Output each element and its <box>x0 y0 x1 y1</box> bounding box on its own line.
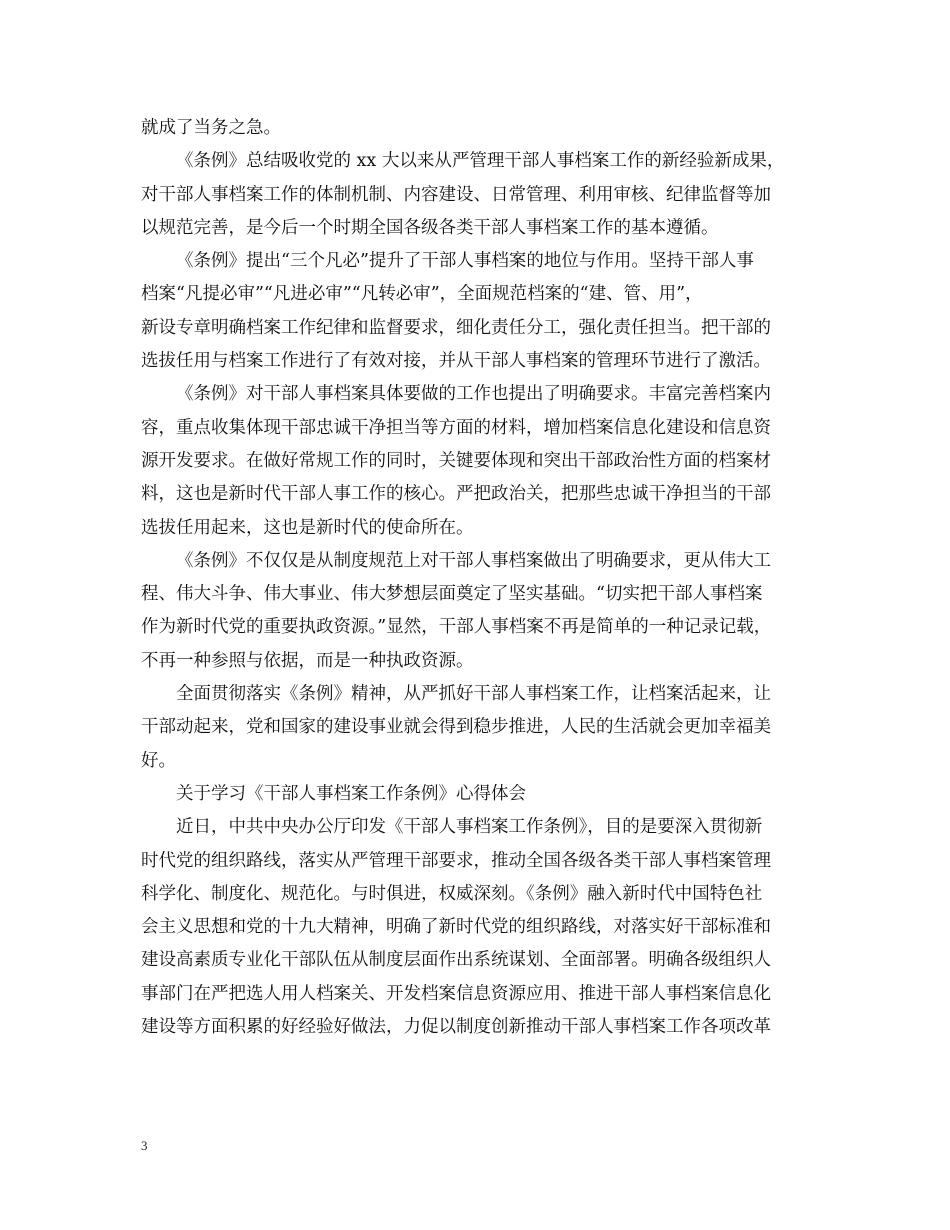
text-line: 建设等方面积累的好经验好做法，力促以制度创新推动干部人事档案工作各项改革 <box>141 1017 771 1038</box>
text-line: 好。 <box>141 750 176 771</box>
text-line: 以规范完善，是今后一个时期全国各级各类干部人事档案工作的基本遵循。 <box>141 217 719 238</box>
text-line: 就成了当务之急。 <box>141 118 281 138</box>
text-line: 《条例》提出“三个凡必”提升了干部人事档案的地位与作用。坚持干部人事 <box>176 251 754 272</box>
text-line: 近日，中共中央办公厅印发《干部人事档案工作条例》，目的是要深入贯彻新 <box>176 817 763 838</box>
page-number: 3 <box>141 1138 148 1153</box>
text-line: 程、伟大斗争、伟大事业、伟大梦想层面奠定了坚实基础。“切实把干部人事档案 <box>141 584 763 605</box>
text-line: 干部动起来，党和国家的建设事业就会得到稳步推进，人民的生活就会更加幸福美 <box>141 717 771 738</box>
text-line: 全面贯彻落实《条例》精神，从严抓好干部人事档案工作，让档案活起来，让 <box>176 684 771 705</box>
text-line: 不再一种参照与依据，而是一种执政资源。 <box>141 650 474 671</box>
text-line: 源开发要求。在做好常规工作的同时，关键要体现和突出干部政治性方面的档案材 <box>141 450 771 471</box>
text-line: 《条例》对干部人事档案具体要做的工作也提出了明确要求。丰富完善档案内 <box>176 384 771 405</box>
text-line: 《条例》总结吸收党的 xx 大以来从严管理干部人事档案工作的新经验新成果， <box>176 151 785 172</box>
text-line: 会主义思想和党的十九大精神，明确了新时代党的组织路线，对落实好干部标准和 <box>141 917 771 938</box>
body-text <box>141 112 816 1044</box>
text-line: 作为新时代党的重要执政资源。”显然，干部人事档案不再是简单的一种记录记载， <box>141 617 772 638</box>
text-line: 事部门在严把选人用人档案关、开发档案信息资源应用、推进干部人事档案信息化 <box>141 983 771 1004</box>
text-line: 新设专章明确档案工作纪律和监督要求，细化责任分工，强化责任担当。把干部的 <box>141 317 771 338</box>
text-line: 选拔任用起来，这也是新时代的使命所在。 <box>141 517 474 538</box>
text-line: 建设高素质专业化干部队伍从制度层面作出系统谋划、全面部署。明确各级组织人 <box>141 950 771 971</box>
text-line: 关于学习《干部人事档案工作条例》心得体会 <box>176 783 526 804</box>
text-line: 档案“凡提必审”“凡进必审”“凡转必审”，全面规范档案的“建、管、用”， <box>141 284 703 305</box>
text-line: 选拔任用与档案工作进行了有效对接，并从干部人事档案的管理环节进行了激活。 <box>141 351 771 372</box>
text-line: 对干部人事档案工作的体制机制、内容建设、日常管理、利用审核、纪律监督等加 <box>141 184 771 205</box>
text-line: 科学化、制度化、规范化。与时俱进，权威深刻。《条例》融入新时代中国特色社 <box>141 883 763 904</box>
text-line: 容，重点收集体现干部忠诚干净担当等方面的材料，增加档案信息化建设和信息资 <box>141 417 771 438</box>
text-line: 料，这也是新时代干部人事工作的核心。严把政治关，把那些忠诚干净担当的干部 <box>141 484 771 505</box>
text-line: 时代党的组织路线，落实从严管理干部要求，推动全国各级各类干部人事档案管理 <box>141 850 771 871</box>
text-line: 《条例》不仅仅是从制度规范上对干部人事档案做出了明确要求，更从伟大工 <box>176 550 771 571</box>
